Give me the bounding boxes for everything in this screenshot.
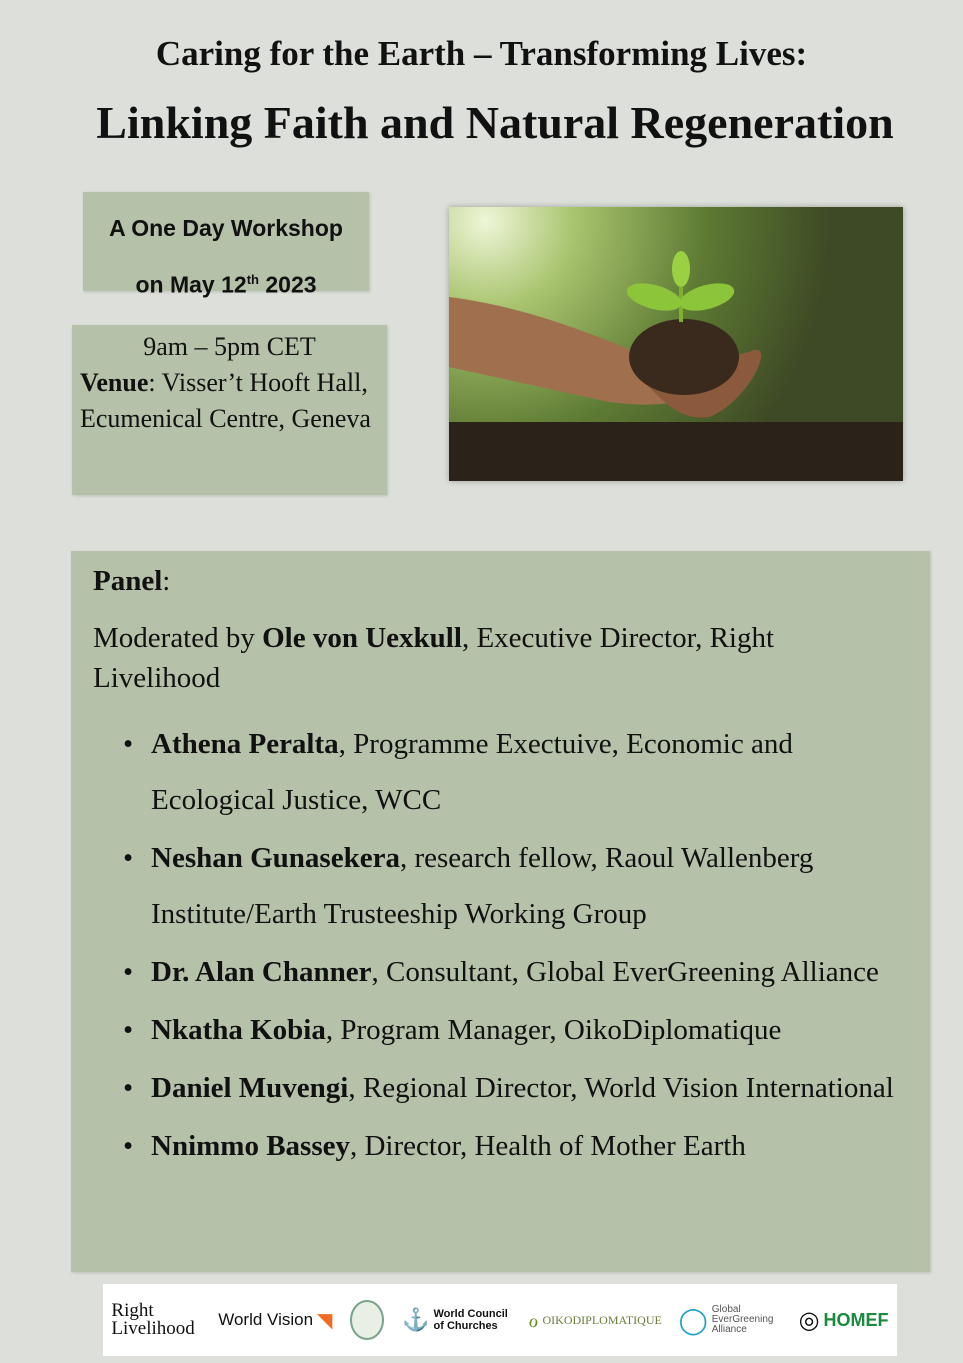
partner-logos [103, 1284, 897, 1356]
title-line-2: Linking Faith and Natural Regeneration [96, 97, 894, 148]
panel-heading: Panel: [93, 565, 171, 597]
venue-label: Venue [80, 368, 149, 397]
panel-box [71, 551, 930, 1272]
logo-global-evergreening: ◯ Global EverGreening Alliance [678, 1304, 774, 1335]
seal-icon [349, 1300, 385, 1340]
target-icon: ◎ [798, 1306, 820, 1334]
speaker-item: • Nnimmo Bassey, Director, Health of Mother Earth [93, 1118, 908, 1174]
logo-world-vision: World Vision ◥ [218, 1309, 333, 1332]
workshop-label: A One Day Workshop [109, 215, 343, 241]
venue [80, 365, 379, 437]
speaker-item: • Nkatha Kobia, Program Manager, OikoDiplomatique [93, 1002, 908, 1058]
date-text: on May 12 [135, 271, 247, 298]
speaker-list [93, 716, 908, 1174]
speaker-item: • Daniel Muvengi, Regional Director, World Vision International [93, 1060, 908, 1116]
workshop-box [83, 192, 369, 298]
date-sup: th [246, 272, 259, 287]
tree-icon: ℴ [528, 1307, 539, 1332]
ring-icon: ◯ [678, 1304, 708, 1335]
workshop-date [83, 254, 369, 311]
venue-text: : Visser’t Hooft Hall, Ecumenical Centre, Geneva [80, 368, 371, 433]
logo-wcc: ⚓ World Council of Churches [402, 1307, 508, 1332]
cross-boat-icon: ⚓ [402, 1307, 430, 1332]
seedling-photo [449, 207, 903, 481]
logo-right-livelihood: Right Livelihood [111, 1300, 195, 1339]
date-year: 2023 [265, 271, 317, 298]
details-box [72, 325, 387, 495]
title-line-1: Caring for the Earth – Transforming Lives: [155, 34, 808, 73]
time: 9am – 5pm CET [143, 332, 316, 361]
speaker-item: • Neshan Gunasekera, research fellow, Raoul Wallenberg Institute/Earth Trusteeship Working Group [93, 830, 908, 942]
moderator: Moderated by Ole von Uexkull, Executive Director, Right Livelihood [93, 622, 775, 694]
logo-oikodiplomatique: ℴ OIKODIPLOMATIQUE [528, 1307, 662, 1332]
logo-homef: ◎ HOMEF [798, 1306, 889, 1334]
world-vision-icon: ◥ [317, 1309, 333, 1332]
speaker-item: • Athena Peralta, Programme Exectuive, Economic and Ecological Justice, WCC [93, 716, 908, 828]
speaker-item: • Dr. Alan Channer, Consultant, Global EverGreening Alliance [93, 944, 908, 1000]
